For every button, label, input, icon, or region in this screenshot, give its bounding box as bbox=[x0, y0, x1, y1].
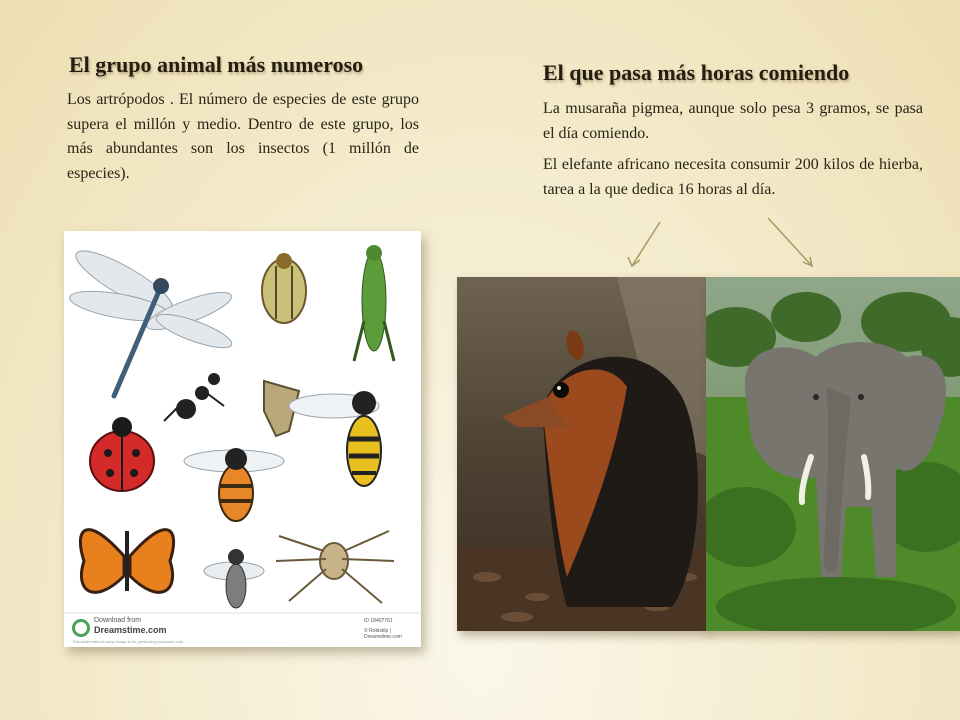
watermark-fine-print: This watermarked comp image is for previewing purposes only. bbox=[72, 639, 184, 644]
right-column-paragraph-shrew: La musaraña pigmea, aunque solo pesa 3 gramos, se pasa el día comiendo. bbox=[543, 100, 923, 142]
right-column-title: El que pasa más horas comiendo bbox=[543, 60, 850, 85]
left-column-paragraph: Los artrópodos . El número de especies de este grupo supera el millón y medio. Dentro de este grupo, los más abundantes son los insectos (1 millón de especies). bbox=[67, 91, 419, 182]
watermark-image-id: ID 18407761 bbox=[364, 618, 393, 624]
watermark-credit: © Robisklp | Dreamstime.com bbox=[364, 628, 402, 640]
arrow-to-shrew bbox=[632, 222, 660, 266]
left-column-title: El grupo animal más numeroso bbox=[69, 52, 364, 77]
arrow-to-elephant bbox=[768, 218, 812, 266]
right-column-paragraph-elephant: El elefante africano necesita consumir 200 kilos de hierba, tarea a la que dedica 16 horas al día. bbox=[543, 156, 923, 198]
watermark-download-label: Download from bbox=[94, 617, 142, 624]
watermark-brand: Dreamstime.com bbox=[94, 625, 167, 635]
